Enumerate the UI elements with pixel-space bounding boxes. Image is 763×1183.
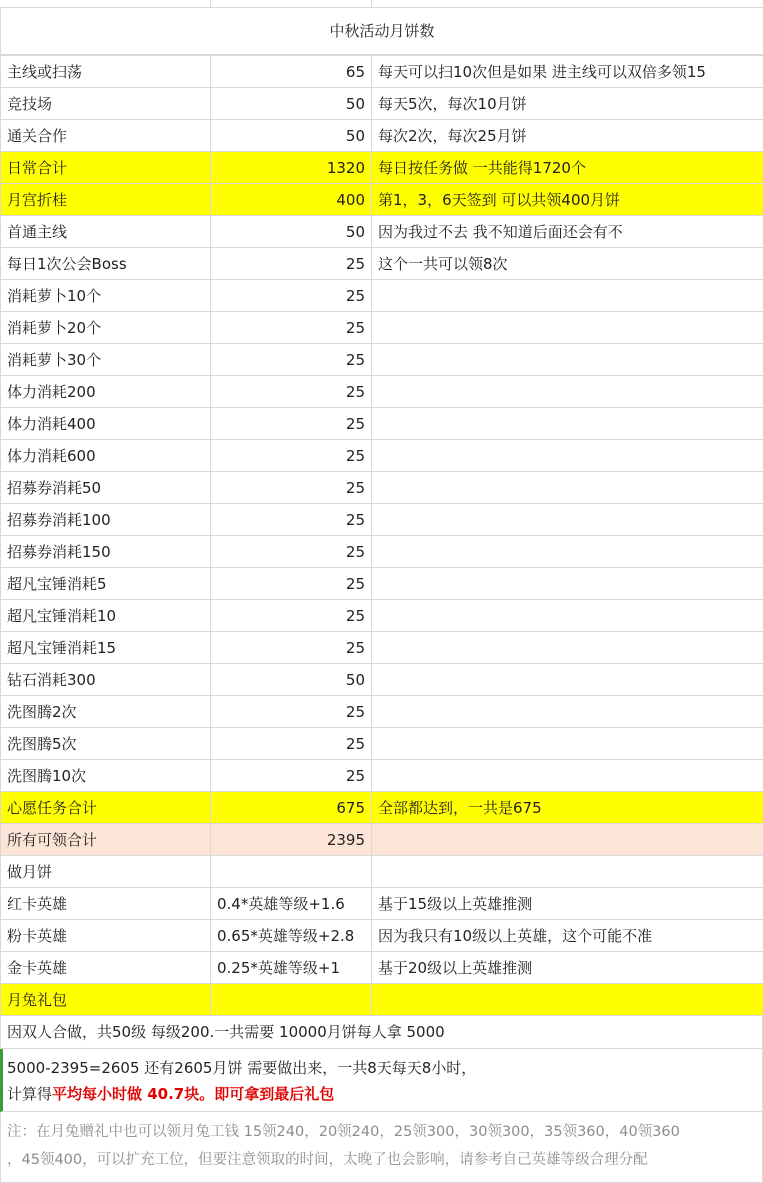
row-value-cell[interactable]: 25 (211, 280, 372, 312)
row-note-cell[interactable] (372, 824, 763, 856)
row-value-cell[interactable]: 25 (211, 536, 372, 568)
table-row (1, 344, 763, 376)
row-label-cell[interactable]: 超凡宝锤消耗10 (1, 600, 211, 632)
mooncake-table (0, 55, 763, 1016)
row-label-cell[interactable]: 体力消耗200 (1, 376, 211, 408)
row-value-cell[interactable]: 25 (211, 568, 372, 600)
row-value-cell[interactable] (211, 856, 372, 888)
top-cell-a[interactable] (0, 0, 211, 7)
row-note-cell[interactable] (372, 760, 763, 792)
sheet-title[interactable]: 中秋活动月饼数 (0, 8, 763, 55)
row-note-cell[interactable] (372, 472, 763, 504)
row-note-cell[interactable] (372, 344, 763, 376)
row-label-cell[interactable]: 心愿任务合计 (1, 792, 211, 824)
row-note-cell[interactable] (372, 280, 763, 312)
row-label-cell[interactable]: 做月饼 (1, 856, 211, 888)
row-label-cell[interactable]: 每日1次公会Boss (1, 248, 211, 280)
row-label-cell[interactable]: 月兔礼包 (1, 984, 211, 1016)
table-row (1, 248, 763, 280)
row-label-cell[interactable]: 通关合作 (1, 120, 211, 152)
row-label-cell[interactable]: 洗图腾10次 (1, 760, 211, 792)
table-row (1, 280, 763, 312)
row-note-cell[interactable]: 这个一共可以领8次 (372, 248, 763, 280)
summary-note[interactable]: 因双人合做，共50级 每级200.一共需要 10000月饼每人拿 5000 (0, 1016, 763, 1049)
row-label-cell[interactable]: 金卡英雄 (1, 952, 211, 984)
row-note-cell[interactable]: 基于20级以上英雄推测 (372, 952, 763, 984)
table-row (1, 728, 763, 760)
row-label-cell[interactable]: 粉卡英雄 (1, 920, 211, 952)
row-note-cell[interactable] (372, 600, 763, 632)
row-value-cell[interactable]: 50 (211, 88, 372, 120)
table-row (1, 88, 763, 120)
row-note-cell[interactable] (372, 568, 763, 600)
row-note-cell[interactable] (372, 408, 763, 440)
row-value-cell[interactable]: 25 (211, 344, 372, 376)
row-note-cell[interactable] (372, 984, 763, 1016)
row-label-cell[interactable]: 首通主线 (1, 216, 211, 248)
table-row (1, 536, 763, 568)
row-label-cell[interactable]: 主线或扫荡 (1, 56, 211, 88)
row-note-cell[interactable]: 每次2次，每次25月饼 (372, 120, 763, 152)
row-label-cell[interactable]: 所有可领合计 (1, 824, 211, 856)
footnote-line-1: 注：在月兔赠礼中也可以领月兔工钱 15领240，20领240，25领300，30领300，35领360，40领360 (7, 1118, 756, 1146)
row-value-cell[interactable]: 1320 (211, 152, 372, 184)
row-value-cell[interactable]: 25 (211, 504, 372, 536)
table-row (1, 664, 763, 696)
row-label-cell[interactable]: 月宫折桂 (1, 184, 211, 216)
row-label-cell[interactable]: 超凡宝锤消耗15 (1, 632, 211, 664)
row-value-cell[interactable]: 25 (211, 600, 372, 632)
row-label-cell[interactable]: 消耗萝卜10个 (1, 280, 211, 312)
row-value-cell[interactable]: 65 (211, 56, 372, 88)
row-value-cell[interactable]: 50 (211, 664, 372, 696)
table-row (1, 632, 763, 664)
top-cell-b[interactable] (211, 0, 372, 7)
table-row (1, 120, 763, 152)
row-note-cell[interactable]: 因为我过不去 我不知道后面还会有不 (372, 216, 763, 248)
row-note-cell[interactable]: 第1，3，6天签到 可以共领400月饼 (372, 184, 763, 216)
table-row (1, 824, 763, 856)
table-row (1, 440, 763, 472)
row-value-cell[interactable]: 400 (211, 184, 372, 216)
row-label-cell[interactable]: 日常合计 (1, 152, 211, 184)
row-note-cell[interactable] (372, 504, 763, 536)
table-row (1, 216, 763, 248)
table-row (1, 600, 763, 632)
row-value-cell[interactable]: 25 (211, 696, 372, 728)
row-label-cell[interactable]: 消耗萝卜30个 (1, 344, 211, 376)
sheet-top-row (0, 0, 763, 8)
table-row (1, 792, 763, 824)
row-label-cell[interactable]: 体力消耗600 (1, 440, 211, 472)
footnote[interactable] (0, 1112, 763, 1183)
row-value-cell[interactable]: 25 (211, 312, 372, 344)
table-row (1, 376, 763, 408)
row-label-cell[interactable]: 钻石消耗300 (1, 664, 211, 696)
row-note-cell[interactable] (372, 312, 763, 344)
row-note-cell[interactable]: 全部都达到，一共是675 (372, 792, 763, 824)
calculation-line-1: 5000-2395=2605 还有2605月饼 需要做出来，一共8天每天8小时， (7, 1055, 756, 1081)
table-row (1, 696, 763, 728)
row-label-cell[interactable]: 红卡英雄 (1, 888, 211, 920)
footnote-line-2: ，45领400，可以扩充工位，但要注意领取的时间，太晚了也会影响，请参考自己英雄等级合理分配 (7, 1146, 756, 1174)
calculation-note[interactable] (0, 1049, 763, 1112)
row-value-cell[interactable]: 25 (211, 248, 372, 280)
row-value-cell[interactable]: 25 (211, 728, 372, 760)
row-value-cell[interactable]: 25 (211, 472, 372, 504)
row-label-cell[interactable]: 招募券消耗150 (1, 536, 211, 568)
table-row (1, 472, 763, 504)
table-row (1, 920, 763, 952)
row-label-cell[interactable]: 超凡宝锤消耗5 (1, 568, 211, 600)
row-value-cell[interactable]: 2395 (211, 824, 372, 856)
row-label-cell[interactable]: 洗图腾2次 (1, 696, 211, 728)
row-note-cell[interactable]: 每天5次，每次10月饼 (372, 88, 763, 120)
row-label-cell[interactable]: 招募券消耗50 (1, 472, 211, 504)
row-value-cell[interactable]: 50 (211, 216, 372, 248)
row-note-cell[interactable] (372, 536, 763, 568)
calculation-prefix: 计算得 (7, 1085, 52, 1103)
row-label-cell[interactable]: 消耗萝卜20个 (1, 312, 211, 344)
table-row (1, 312, 763, 344)
row-note-cell[interactable]: 每天可以扫10次但是如果 进主线可以双倍多领15 (372, 56, 763, 88)
row-value-cell[interactable]: 25 (211, 440, 372, 472)
row-value-cell[interactable]: 0.25*英雄等级+1 (211, 952, 372, 984)
calculation-highlight: 平均每小时做 40.7块。即可拿到最后礼包 (52, 1085, 334, 1103)
row-note-cell[interactable] (372, 728, 763, 760)
table-row (1, 856, 763, 888)
table-row (1, 984, 763, 1016)
row-value-cell[interactable]: 50 (211, 120, 372, 152)
table-row (1, 952, 763, 984)
row-note-cell[interactable]: 因为我只有10级以上英雄，这个可能不准 (372, 920, 763, 952)
table-body (1, 56, 763, 1016)
table-row (1, 184, 763, 216)
row-note-cell[interactable] (372, 440, 763, 472)
row-label-cell[interactable]: 洗图腾5次 (1, 728, 211, 760)
row-note-cell[interactable] (372, 632, 763, 664)
row-note-cell[interactable] (372, 664, 763, 696)
row-note-cell[interactable] (372, 376, 763, 408)
row-label-cell[interactable]: 竞技场 (1, 88, 211, 120)
table-row (1, 760, 763, 792)
row-label-cell[interactable]: 体力消耗400 (1, 408, 211, 440)
table-row (1, 408, 763, 440)
row-note-cell[interactable] (372, 856, 763, 888)
row-note-cell[interactable]: 每日按任务做 一共能得1720个 (372, 152, 763, 184)
row-value-cell[interactable]: 25 (211, 408, 372, 440)
table-row (1, 56, 763, 88)
table-row (1, 504, 763, 536)
row-value-cell[interactable]: 25 (211, 376, 372, 408)
row-label-cell[interactable]: 招募券消耗100 (1, 504, 211, 536)
row-value-cell[interactable] (211, 984, 372, 1016)
row-note-cell[interactable] (372, 696, 763, 728)
row-value-cell[interactable]: 675 (211, 792, 372, 824)
row-value-cell[interactable]: 25 (211, 760, 372, 792)
row-value-cell[interactable]: 0.65*英雄等级+2.8 (211, 920, 372, 952)
table-row (1, 152, 763, 184)
row-value-cell[interactable]: 0.4*英雄等级+1.6 (211, 888, 372, 920)
row-value-cell[interactable]: 25 (211, 632, 372, 664)
table-row (1, 888, 763, 920)
calculation-line-2 (7, 1081, 756, 1107)
row-note-cell[interactable]: 基于15级以上英雄推测 (372, 888, 763, 920)
table-row (1, 568, 763, 600)
